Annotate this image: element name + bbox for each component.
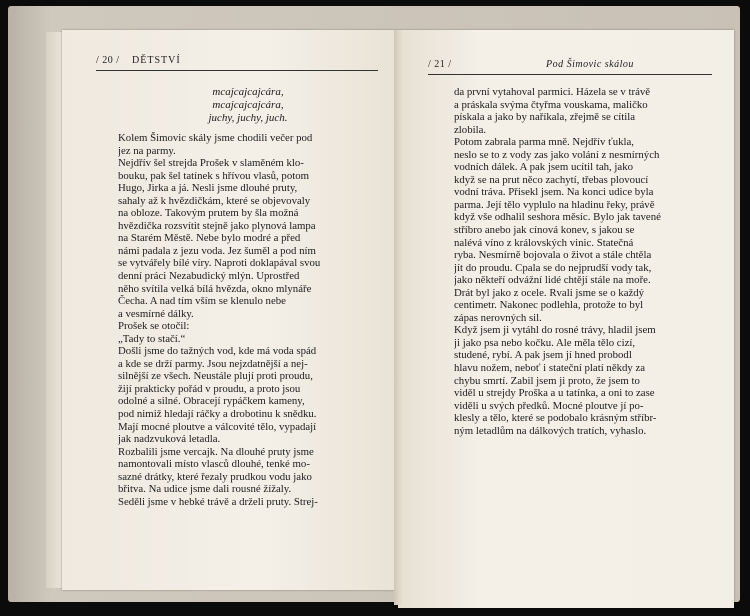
text-line: námi padala z jezu voda. Jez šuměl a pod ním: [118, 244, 316, 257]
text-line: viděl u strejdy Proška a u tatínka, a oni to zase: [454, 387, 655, 400]
left-page-header: [96, 52, 378, 71]
text-line: pod nimiž hledají ráčky a drobotinu k snědku.: [118, 408, 317, 421]
text-line: žijí prakticky pořád v proudu, a proto jsou: [118, 382, 301, 395]
text-line: odolné a silné. Obracejí rypáčkem kameny,: [118, 395, 305, 408]
text-line: Čecha. A nad tím vším se klenulo nebe: [118, 295, 286, 308]
text-line: ryba. Nesmírně bojovala o život a stále chtěla: [454, 249, 652, 262]
text-line: viděli u svých předků. Mocné ploutve jí po-: [454, 399, 644, 412]
text-line: když vše odhalil seshora měsíc. Bylo jak tavené: [454, 211, 661, 224]
text-line: a práskala svýma čtyřma vouskama, maličko: [454, 98, 648, 111]
text-line: Hugo, Jirka a já. Nesli jsme dlouhé pruty,: [118, 182, 298, 195]
text-line: nalévá víno z královských vinic. Statečná: [454, 236, 634, 249]
text-line: na obloze. Takovým prutem by šla možná: [118, 207, 299, 220]
text-line: Seděli jsme v hebké trávě a drželi pruty. Strej-: [118, 495, 318, 508]
text-line: hvězdička rozsvítit stejně jako plynová lampa: [118, 219, 316, 232]
text-line: jako někteří odvážní lidé chtějí stále na moře.: [454, 274, 651, 287]
text-line: a kde se drží parmy. Jsou nejzdatnější a nej-: [118, 357, 308, 370]
text-line: silnější ze všech. Neustále plují proti proudu,: [118, 370, 313, 383]
text-line: Drát byl jako z ocele. Rvali jsme se o každý: [454, 286, 645, 299]
text-line: Nejdřív šel strejda Prošek v slaměném klo-: [118, 157, 304, 170]
text-line: sazné drátky, které řezaly prudkou vodu jako: [118, 470, 312, 483]
text-line: Když jsem ji vytáhl do rosné trávy, hladil jsem: [454, 324, 656, 337]
text-line: bouku, pak šel tatínek s hřívou vlasů, potom: [118, 169, 310, 182]
verse-block: [178, 86, 318, 125]
text-line: břitva. Na udice jsme dali rousné žížaly.: [118, 483, 292, 496]
text-line: zlobila.: [454, 123, 487, 136]
text-line: něho svítila velká bílá hvězda, okno mlynáře: [118, 282, 312, 295]
text-line: jít do proudu. Cpala se do nejprudší vody tak,: [454, 261, 652, 274]
text-line: na Starém Městě. Nebe bylo modré a před: [118, 232, 301, 245]
right-page-header: [428, 56, 712, 75]
text-line: ji jako psa nebo kočku. Ale měla tělo cizí,: [454, 336, 636, 349]
text-line: studené, rybí. A pak jsem jí hned probodl: [454, 349, 632, 362]
text-line: Rozbalili jsme vercajk. Na dlouhé pruty jsme: [118, 445, 314, 458]
text-line: centimetr. Nakonec podlehla, protože to byl: [454, 299, 644, 312]
text-line: sahaly až k hvězdičkám, které se objevovaly: [118, 194, 311, 207]
text-line: Kolem Šimovic skály jsme chodili večer pod: [118, 132, 313, 144]
text-line: ným letadlům na dálkových tratích, vyhaslo.: [454, 424, 647, 437]
verse-line: mcajcajcajcára,: [212, 99, 284, 111]
right-page-text: [454, 86, 716, 437]
left-page-text: [118, 132, 382, 508]
text-line: hlavu nožem, neboť i stateční platí někdy za: [454, 362, 646, 375]
verse-line: mcajcajcajcára,: [212, 86, 284, 98]
text-line: a vesmírné dálky.: [118, 307, 194, 320]
text-line: vodních dálek. A pak jsem ucítil tah, jako: [454, 161, 634, 174]
left-running-title: DĚTSTVÍ: [132, 55, 181, 66]
text-line: da první vytahoval parmici. Házela se v trávě: [454, 86, 651, 98]
text-line: zápas nerovných sil.: [454, 311, 542, 324]
text-line: namontovali místo vlasců dlouhé, tenké mo-: [118, 458, 310, 471]
text-line: vodní tráva. Přisekl jsem. Na konci udice byla: [454, 186, 654, 199]
right-running-title: Pod Šimovic skálou: [546, 59, 634, 70]
verse-line: juchy, juchy, juch.: [208, 112, 288, 124]
text-line: „Tady to stačí.“: [118, 332, 186, 345]
text-line: neslo se to z vody zas jako volání z nesmírných: [454, 148, 660, 161]
right-page-number: / 21 /: [428, 59, 452, 70]
text-line: klesly a tělo, které se podobalo krásným stříbr-: [454, 412, 657, 425]
text-line: pískala a jako by naříkala, zřejmě se cítila: [454, 111, 636, 124]
book-gutter: [394, 30, 402, 605]
text-line: Došli jsme do tažných vod, kde má voda spád: [118, 345, 317, 358]
text-line: se vytvářely bílé víry. Naproti doklapával svou: [118, 257, 321, 270]
text-line: jak nadzvuková letadla.: [118, 433, 221, 446]
text-line: jez na parmy.: [118, 144, 176, 157]
text-line: chybu smrtí. Zabil jsem ji proto, že jsem to: [454, 374, 640, 387]
text-line: když se na prut něco zachytí, třebas plovoucí: [454, 173, 649, 186]
text-line: Prošek se otočil:: [118, 320, 190, 333]
text-line: parma. Její tělo vyplulo na hladinu řeky, právě: [454, 198, 655, 211]
text-line: Potom zabrala parma mně. Nejdřív ťukla,: [454, 136, 635, 149]
left-page-number: / 20 /: [96, 55, 120, 66]
text-line: Mají mocné ploutve a válcovité tělo, vypadají: [118, 420, 317, 433]
text-line: stříbro anebo jak cínová konev, s jakou se: [454, 224, 635, 237]
text-line: denní práci Nezabudický mlýn. Uprostřed: [118, 270, 300, 283]
